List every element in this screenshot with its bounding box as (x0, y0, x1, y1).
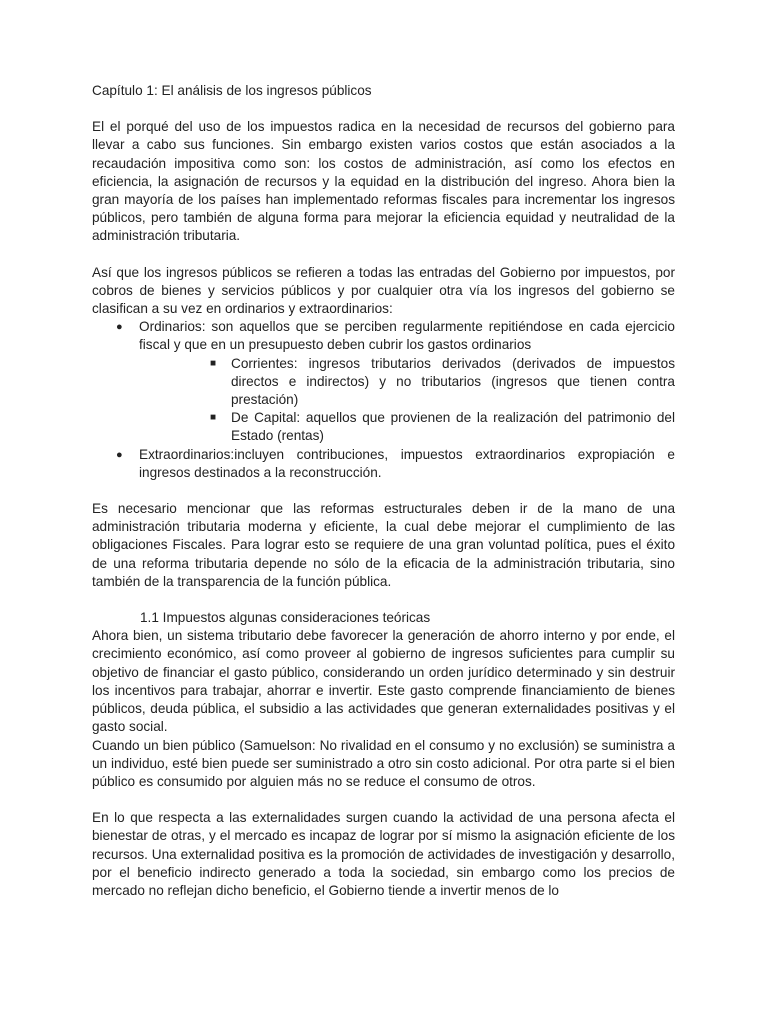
paragraph-externalities: En lo que respecta a las externalidades surgen cuando la actividad de una persona afecta el bienestar de otras, y el mercado es incapaz de lograr por sí mismo la asignación eficiente de los recursos. Una externalidad positiva es la promoción de actividades de investigación y desarrollo, por el beneficio indirecto generado a toda la sociedad, sin embargo como los precios de mercado no reflejan dicho beneficio, el Gobierno tiende a invertir menos de lo (92, 810, 675, 898)
list-item-extraordinarios (92, 446, 675, 482)
list-item-text: Extraordinarios:incluyen contribuciones, impuestos extraordinarios expropiación e ingresos destinados a la reconstrucción. (139, 446, 675, 480)
document-page (92, 82, 675, 900)
paragraph-tax-system: Ahora bien, un sistema tributario debe favorecer la generación de ahorro interno y por ende, el crecimiento económico, así como proveer al gobierno de ingresos suficientes para cumplir su objetivo de financiar el gasto público, considerando un orden jurídico determinado y sin destruir los incentivos para trabajar, ahorrar e invertir. Este gasto comprende financiamiento de bienes públicos, deuda pública, el subsidio a las actividades que generan externalidades positivas y el gasto social. (92, 628, 675, 735)
list-item-ordinarios (92, 318, 675, 354)
chapter-title: Capítulo 1: El análisis de los ingresos públicos (92, 83, 372, 98)
bullet-square-icon: ■ (210, 357, 217, 369)
paragraph-public-income: Así que los ingresos públicos se refieren a todas las entradas del Gobierno por impuestos, por cobros de bienes y servicios públicos y por cualquier otra vía los ingresos del gobierno se clasifican a su vez en ordinarios y extraordinarios: (92, 264, 675, 317)
list-item-text: De Capital: aquellos que provienen de la realización del patrimonio del Estado (rentas) (231, 410, 675, 444)
section-subheading: 1.1 Impuestos algunas consideraciones teóricas (140, 610, 431, 626)
paragraph-structural-reforms: Es necesario mencionar que las reformas estructurales deben ir de la mano de una administración tributaria moderna y eficiente, la cual debe mejorar el cumplimiento de las obligaciones Fiscales. Para lograr esto se requiere de una gran voluntad política, pues el éxito de una reforma tributaria depende no sólo de la eficacia de la administración tributaria, sino también de la transparencia de la función pública. (92, 501, 675, 589)
list-item-text: Ordinarios: son aquellos que se perciben regularmente repitiéndose en cada ejercicio fiscal y que en un presupuesto deben cubrir los gastos ordinarios (139, 319, 675, 353)
income-classification-list (92, 318, 675, 482)
list-item-corrientes (92, 355, 675, 410)
bullet-dot-icon: ● (116, 321, 123, 334)
paragraph-taxes-purpose: El el porqué del uso de los impuestos radica en la necesidad de recursos del gobierno para llevar a cabo sus funciones. Sin embargo existen varios costos que están asociados a la recaudación impositiva como son: los costos de administración, así como los efectos en eficiencia, la asignación de recursos y la equidad en la distribución del ingreso. Ahora bien la gran mayoría de los países han implementado reformas fiscales para incrementar los ingresos públicos, pero también de alguna forma para mejorar la eficiencia equidad y neutralidad de la administración tributaria. (92, 119, 675, 244)
bullet-square-icon: ■ (210, 412, 217, 424)
paragraph-public-good: Cuando un bien público (Samuelson: No rivalidad en el consumo y no exclusión) se suministra a un individuo, esté bien puede ser suministrado a otro sin costo adicional. Por otra parte si el bien público es consumido por alguien más no se reduce el consumo de otros. (92, 737, 675, 789)
bullet-dot-icon: ● (116, 448, 123, 461)
list-item-text: Corrientes: ingresos tributarios derivados (derivados de impuestos directos e indirectos) y no tributarios (ingresos que tienen contra prestación) (231, 355, 675, 408)
list-item-de-capital (92, 409, 675, 445)
